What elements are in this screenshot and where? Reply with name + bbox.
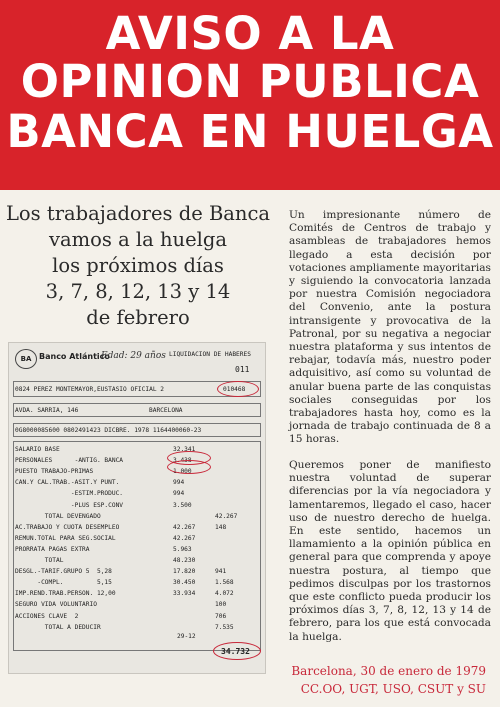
signature-unions: CC.OO, UGT, USO, CSUT y SU [300,682,486,696]
headline-line: Los trabajadores de Banca [5,202,271,225]
payslip-row-amount-2: 100 [215,601,227,609]
payslip-row-label: TOTAL [15,557,64,564]
payslip-row-label: PUESTO TRABAJO-PRIMAS [15,468,94,476]
payslip-row-amount: 5.963 [173,545,192,553]
payslip-row-label: REMUN.TOTAL PARA SEG.SOCIAL [15,534,116,542]
payslip-row-amount: 3.438 [173,457,192,465]
payslip-row-amount: 30.450 [173,579,196,587]
net-amount: 34.732 [221,647,250,656]
strike-headline [0,201,276,331]
payslip-row-label: SALARIO BASE [15,446,60,453]
payslip-row-label: ACCIONES CLAVE 2 [15,612,79,620]
payslip-row-amount: 42.267 [173,534,196,542]
highlight-circle [217,381,259,397]
payslip-row-amount-2: 148 [215,523,227,531]
paragraph-1: Un impresionante número de Comités de Centros de trabajo y asambleas de trabajadores hemos llegado a esta decisión por votaciones ampliamente mayoritarias y siguiendo la convocatoria lanzada por nuestra Comisión negociadora del Convenio, ante la postura intransigente y provocativa de la Patronal, por su negativa a negociar nuestra plataforma y sus intentos de rebajar, todavía más, nuestro poder adquisitivo, así como su voluntad de anular buena parte de las conquistas sociales conseguidas por los trabajadores hasta hoy, como es la jornada de trabajo continuada de 8 a 15 horas. [289,209,491,446]
address: AVDA. SARRIA, 146 [15,407,79,414]
payslip-row-amount: 3.500 [173,501,192,509]
payslip-row-amount: 994 [173,490,185,498]
payslip-row-label: -COMPL. 5,15 [15,579,112,587]
banner-title-line-1: AVISO A LA [105,7,395,60]
banner-title-line-2: OPINION PUBLICA [20,55,480,108]
payslip-image [8,342,266,674]
paragraph-2: Queremos poner de manifiesto nuestra voluntad de superar diferencias por la vía negociadora y lamentaremos, llegado el caso, hacer uso de nuestro derecho de huelga. En este sentido, hacemos un llamamiento a la opinión pública en general para que comprenda y apoye nuestra postura, al tiempo que pedimos disculpas por los trastornos que este conflicto pueda producir los próximos días 3, 7, 8, 12, 13 y 14 de febrero, para los que está convocada la huelga. [289,459,491,643]
payslip-title: LIQUIDACION DE HABERES [169,351,251,358]
payslip-row-amount-2: 941 [215,568,227,576]
payslip-date-code: 29-12 [177,633,196,640]
payslip-row-label: PERSONALES -ANTIG. BANCA [15,457,124,465]
city: BARCELONA [149,407,183,414]
handwritten-note: Edad: 29 años [101,351,166,361]
bank-logo: BA [15,349,37,369]
payslip-row-label: -PLUS ESP.CONV [15,501,124,509]
payslip-row-label: TOTAL A DEDUCIR [15,623,101,631]
headline-line: 3, 7, 8, 12, 13 y 14 [45,280,231,303]
payslip-row-label: CAN.Y CAL.TRAB.-ASIT.Y PUNT. [15,479,120,487]
payslip-row-label: -ESTIM.PRODUC. [15,490,124,498]
payslip-row-label: SEGURO VIDA VOLUNTARIO [15,601,97,609]
payslip-row-label: PRORRATA PAGAS EXTRA [15,545,90,553]
payslip-row-amount-2: 1.568 [215,579,234,587]
payslip-row-label: AC.TRABAJO Y CUOTA DESEMPLEO [15,523,120,531]
bank-name: Banco Atlántico [39,352,110,361]
payslip-row-amount: 32.341 [173,446,196,453]
banner-title-line-3: BANCA EN HUELGA [6,105,494,158]
payslip-row-amount: 1.000 [173,468,192,476]
payslip-row-label: DESGL.-TARIF.GRUPO 5 5,28 [15,568,112,576]
header-banner [0,0,500,190]
payslip-row-amount: 48.230 [173,557,196,564]
payslip-row-amount: 17.820 [173,568,196,576]
headline-line: de febrero [86,306,190,329]
highlight-circle [213,642,261,660]
payslip-row-amount: 33.934 [173,590,196,598]
payslip-row-amount: 994 [173,479,185,487]
employee-line: 0824 PEREZ MONTEMAYOR,EUSTASIO OFICIAL 2 [15,386,165,393]
payslip-row-amount: 42.267 [173,523,196,531]
headline-line: vamos a la huelga [49,228,227,251]
highlight-circle [167,460,211,474]
payslip-row-label: TOTAL DEVENGADO [15,512,101,520]
account-line: 0G8000085600 0802491423 DICBRE. 1978 1164400060-23 [15,427,202,434]
payslip-row-label: IMP.REND.TRAB.PERSON. 12,00 [15,590,116,598]
payslip-row-amount-2: 7.535 [215,623,234,631]
signature-place-date: Barcelona, 30 de enero de 1979 [291,664,486,678]
payslip-page: 011 [235,365,250,374]
headline-line: los próximos días [52,254,224,277]
employee-code: 010468 [223,386,246,393]
payslip-row-amount-2: 42.267 [215,512,238,520]
payslip-row-amount-2: 4.072 [215,590,234,598]
payslip-row-amount-2: 706 [215,612,227,620]
